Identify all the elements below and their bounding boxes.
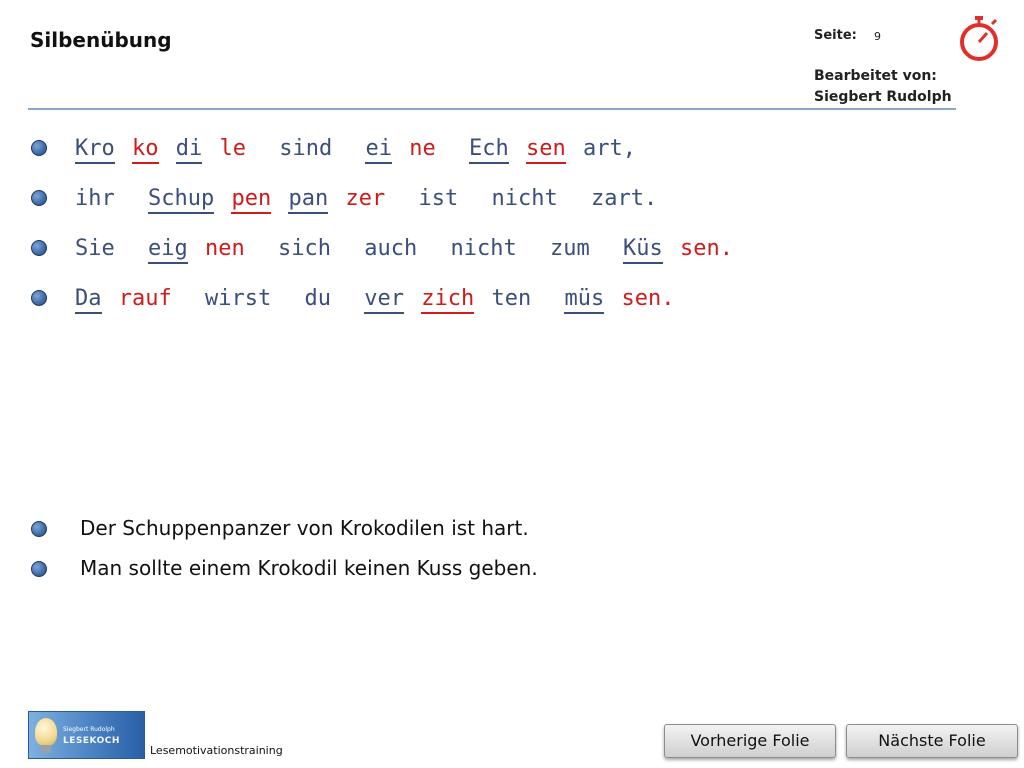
word-kuessen [623,232,733,266]
word-krokodile [75,132,246,166]
syllable: du [304,286,331,311]
word-verzichten [364,282,531,316]
syllable: wirst [204,286,272,311]
syllable: eig [148,236,188,264]
word-muessen [564,282,674,316]
logo-brand: LESEKOCH [63,736,120,746]
word-sich [278,232,331,266]
syllable: ihr [75,186,115,211]
footer-label: Lesemotivationstraining [150,744,283,757]
syllable: pen [231,186,271,214]
word-auch [364,232,417,266]
word-darauf [75,282,172,316]
previous-slide-button[interactable]: Vorherige Folie [664,724,836,758]
syllable: Küs [623,236,663,264]
statement-2: Man sollte einem Krokodil keinen Kuss geben. [80,556,538,580]
header-divider [28,108,956,110]
page-label: Seite: [814,28,857,43]
syllable: rauf [118,286,172,311]
syllable-line [75,232,753,266]
syllable: Kro [75,136,115,164]
circle-bullet-icon [31,521,47,537]
syllable: sen [526,136,566,164]
syllable-line [75,182,677,216]
syllable: nicht [450,236,517,261]
syllable: nen [205,236,245,261]
syllable: ne [409,136,436,161]
syllable: Schup [148,186,214,214]
word-wirst [205,282,271,316]
circle-bullet-icon [31,240,47,256]
syllable: art, [582,136,636,161]
word-zum [550,232,590,266]
syllable: ten [491,286,532,311]
lightbulb-base [41,745,51,753]
circle-bullet-icon [31,140,47,156]
statement-1: Der Schuppenpanzer von Krokodilen ist hart. [80,516,529,540]
page-title: Silbenübung [30,28,172,52]
word-eignen [148,232,245,266]
syllable-line [75,132,656,166]
word-echsenart [469,132,636,166]
word-sie [75,232,115,266]
syllable: Sie [75,236,115,261]
syllable: ei [365,136,392,164]
syllable: Ech [469,136,509,164]
syllable: zich [421,286,474,314]
syllable-line [75,282,694,316]
word-eine [365,132,435,166]
word-schuppenpanzer [148,182,385,216]
word-ihr [75,182,115,216]
word-du [304,282,331,316]
syllable: ko [132,136,159,164]
lightbulb-icon [35,718,57,746]
circle-bullet-icon [31,290,47,306]
syllable: sind [279,136,333,161]
word-ist [418,182,458,216]
page-number: 9 [874,30,881,43]
syllable: zart. [590,186,658,211]
syllable: Da [75,286,102,314]
word-zart [591,182,657,216]
syllable: le [219,136,246,161]
syllable: sen. [679,236,733,261]
syllable: müs [564,286,604,314]
syllable: sen. [621,286,675,311]
word-sind [279,132,332,166]
stopwatch-icon[interactable] [956,14,1002,62]
syllable: ist [418,186,459,211]
syllable: zum [549,236,590,261]
logo-author: Siegbert Rudolph [63,726,115,733]
syllable: ver [364,286,404,314]
editor-label: Bearbeitet von: [814,68,937,84]
syllable: di [176,136,203,164]
next-slide-button[interactable]: Nächste Folie [846,724,1018,758]
word-nicht [450,232,516,266]
syllable: nicht [491,186,558,211]
lesekoch-logo [28,711,145,759]
circle-bullet-icon [31,190,47,206]
editor-info [814,66,952,108]
syllable: pan [288,186,328,214]
syllable: sich [278,236,331,261]
word-nicht [491,182,557,216]
editor-name: Siegbert Rudolph [814,89,952,105]
syllable: auch [364,236,418,261]
circle-bullet-icon [31,561,47,577]
syllable: zer [345,186,386,211]
